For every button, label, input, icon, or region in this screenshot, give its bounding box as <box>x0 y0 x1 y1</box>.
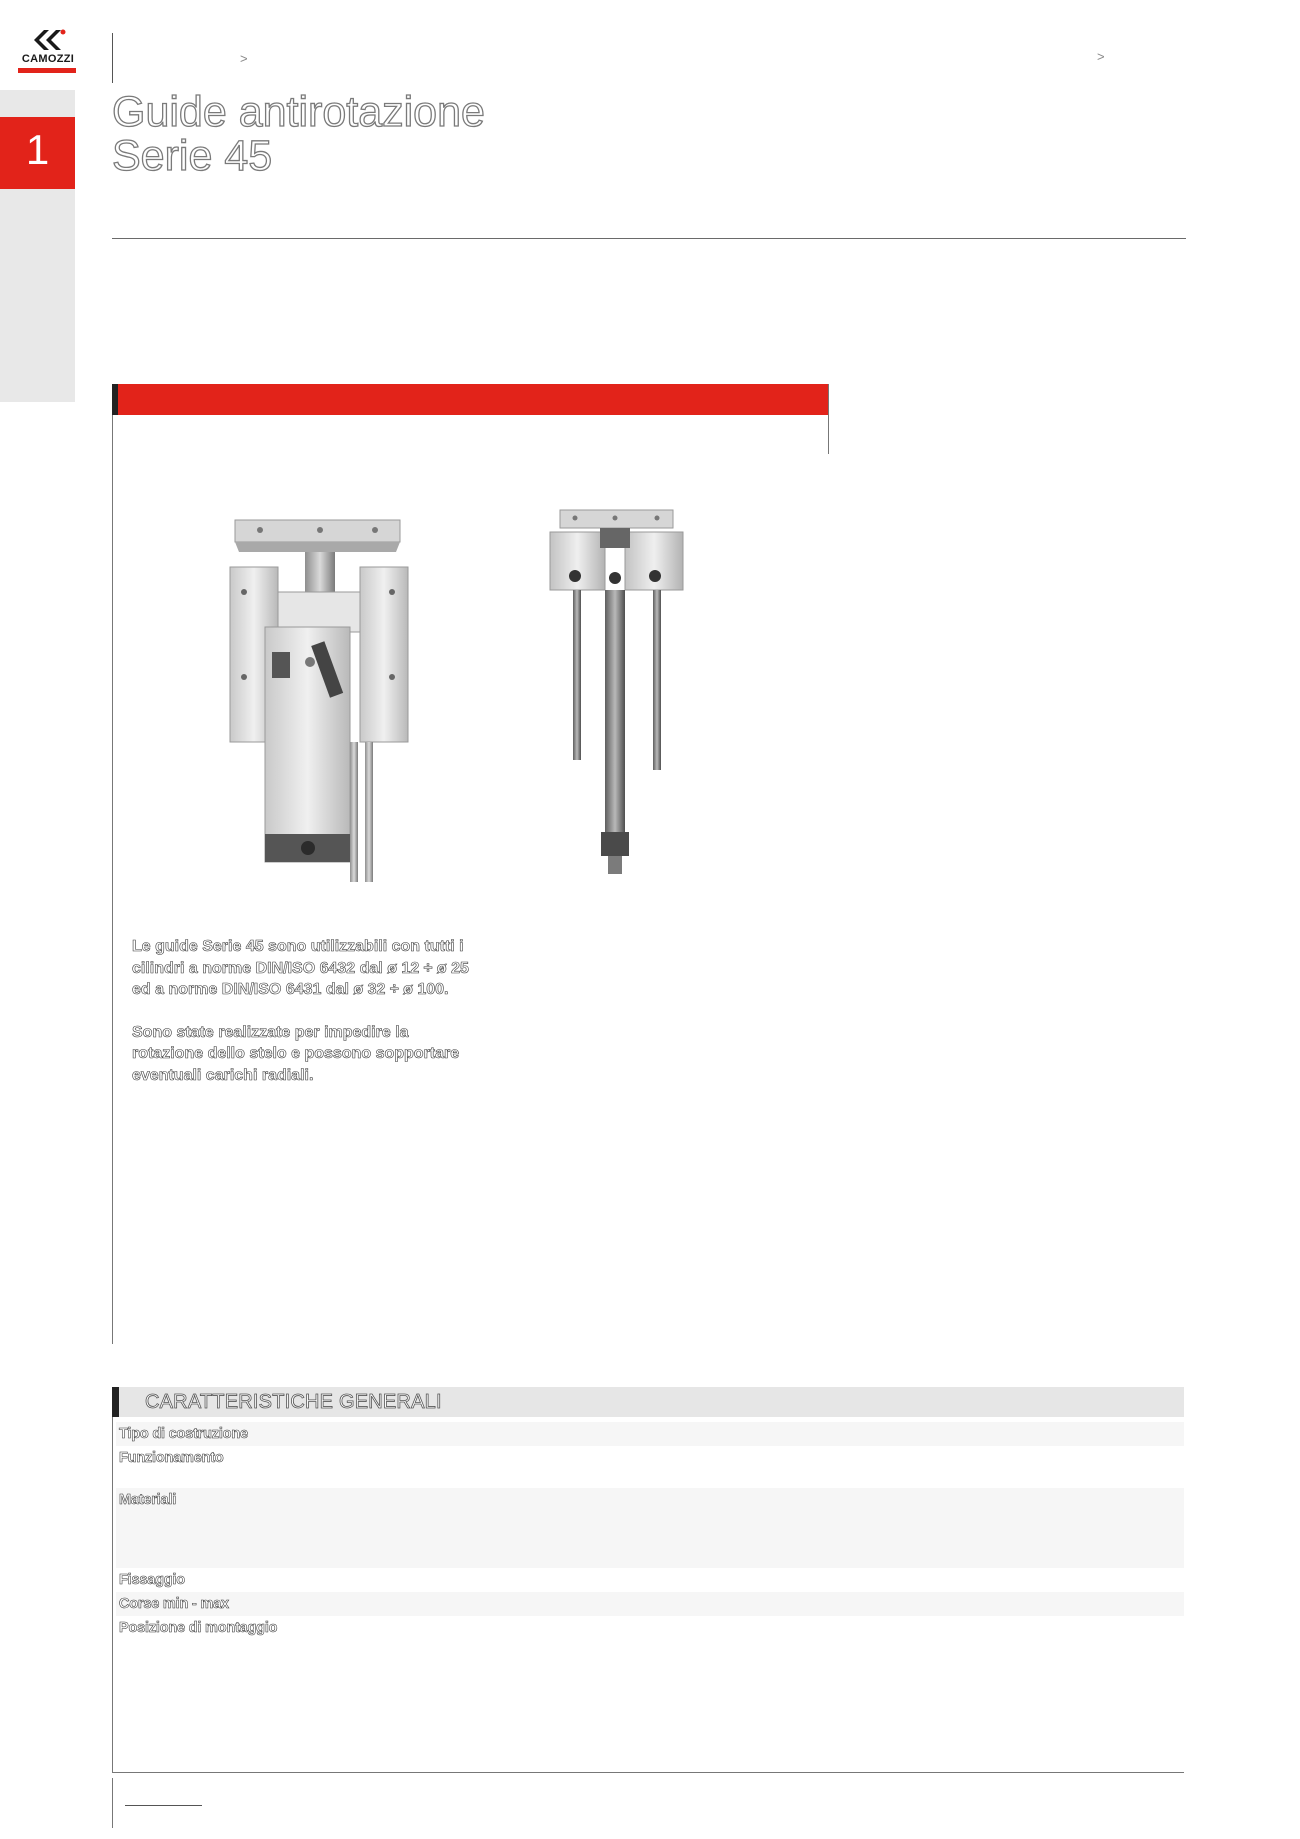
page-title <box>112 90 485 178</box>
table-row <box>116 1568 1184 1592</box>
footer-divider <box>112 1778 113 1828</box>
page-title-line1: Guide antirotazione <box>112 88 485 136</box>
table-row <box>116 1446 1184 1488</box>
header-divider <box>112 33 113 83</box>
guide-unit-with-cylinder-image <box>220 512 420 887</box>
table-row <box>116 1592 1184 1616</box>
logo-text: CAMOZZI <box>21 53 75 65</box>
row-label: Funzionamento <box>119 1450 224 1466</box>
row-label: Tipo di costruzione <box>119 1426 248 1442</box>
row-label: Materiali <box>119 1492 177 1508</box>
product-description <box>132 936 472 1107</box>
description-paragraph: Sono state realizzate per impedire la rotazione dello stelo e possono sopportare eventuali carichi radiali. <box>132 1023 460 1084</box>
section-band-end <box>828 384 829 454</box>
logo-underline <box>18 68 76 73</box>
row-label: Corse min - max <box>119 1596 229 1612</box>
table-row <box>116 1488 1184 1568</box>
general-characteristics-marker <box>112 1387 119 1417</box>
row-label: Posizione di montaggio <box>119 1620 278 1636</box>
content-left-border <box>112 384 113 1344</box>
table-left-border <box>112 1387 113 1772</box>
general-characteristics-title: CARATTERISTICHE GENERALI <box>145 1391 442 1413</box>
table-bottom-rule <box>112 1772 1184 1773</box>
table-row <box>116 1422 1184 1446</box>
guide-unit-with-rod-image <box>545 502 690 887</box>
table-row <box>116 1616 1184 1640</box>
footer-rule <box>125 1805 202 1806</box>
page-title-line2: Serie 45 <box>112 132 273 180</box>
logo-mark-icon <box>30 28 70 52</box>
section-band-marker <box>112 384 118 415</box>
title-divider <box>112 238 1186 239</box>
row-label: Fissaggio <box>119 1572 185 1588</box>
breadcrumb-separator: > <box>240 51 248 66</box>
section-band <box>116 384 829 415</box>
breadcrumb-separator: > <box>1097 49 1105 64</box>
description-paragraph: Le guide Serie 45 sono utilizzabili con tutti i cilindri a norme DIN/ISO 6432 dal ø 12 ÷ ø 25 ed a norme DIN/ISO 6431 dal ø 32 ÷ ø 100. <box>132 938 469 998</box>
section-tab-number: 1 <box>25 126 50 173</box>
